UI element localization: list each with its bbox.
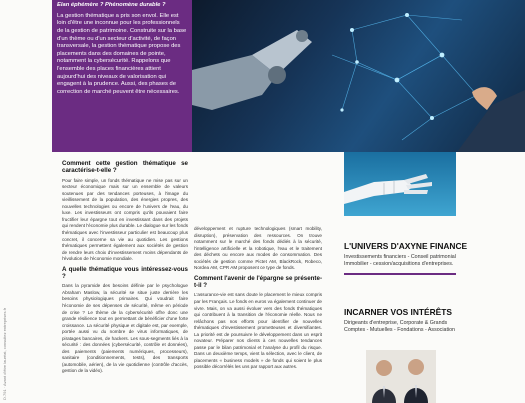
paragraph-thematic-interest: Dans la pyramide des besoins définie par le psychologue Abraham Maslow, la sécurité se situe juste derrière les besoins physiologiques primaires. Qui voudrait faire l'économie de ses dépenses de sécurité, même en période de crise ? Le thème de la cybersécurité offre donc une grande résilience tout en permettant de bénéficier d'une forte croissance. La sécurité physique et digitale est, par exemple, portée aussi vu du nombre de virus informatiques, de piratages bancaires, de hackers. Les sous-segments liés à la sécurité : des données (cybersécurité, contrôle et données), des paiements (paiements numériques, processeurs), sanitaire (conditionnements, tests), des transports (automobile, aérien), de la vie quotidienne (contrôle d'accès, gestion de la vidéo). [62,283,188,374]
heading-thematic-interest: A quelle thématique vous intéressez-vous ? [62,265,188,281]
robot-hand-illustration [344,152,456,216]
portraits-photo [366,350,436,403]
univers-title: L'UNIVERS D'AXYNE FINANCE [344,241,468,251]
intro-lead: Elan éphémère ? Phénomène durable ? [57,2,166,8]
digital-network-illustration [192,0,525,152]
article-column-1 [62,160,188,375]
interets-title: INCARNER VOS INTÉRÊTS [344,307,452,317]
section-divider [344,273,456,275]
intro-box [52,0,192,152]
paragraph-future-savings: L'assurance-vie est sans doute le placement le mieux compris par les Français. Le fonds en euros va également continuer de vivre. Mais, on va aussi évoluer vers des fonds thématiques qui contribuent à la transition de l'économie réelle. Nous ne relâchons pas nos efforts pour identifier de nouvelles thématiques d'investissement prometteuses et diversifiantes. La priorité est de poursuivre le développement dans un esprit novateur. Préparer nos clients à ces nouvelles tendances passe par le bilan patrimonial et l'analyse du profil du risque. Dans un deuxième temps, vient la sélection, avec le client, de placements « business models » de fonds qui soient le plus possible décorrélés les uns par rapport aux autres. [194,292,322,370]
heading-future-savings: Comment l'avenir de l'épargne se présente-t-il ? [194,274,322,290]
robot-hand-image [344,152,456,216]
robot-arm-graphic [192,30,312,110]
intro-body: La gestion thématique a pris son envol. Elle est loin d'être une inconnue pour les professionnels de la gestion de patrimoine. Construite sur la base d'un thème ou d'un secteur d'activité, de façon transversale, la gestion thématique propose des placements dans des domaines de pointe, notamment la cybersécurité. Rappelons que l'ensemble des places financières attient aujourd'hui des niveaux de valorisation qui engagent à la prudence. Aussi, des phases de correction de marché peuvent être nécessaires. [57,12,187,96]
hand-graphic [457,87,525,152]
article-column-2 [194,226,322,371]
paragraph-continuation: développement et rupture technologiques (smart mobility, disruption), préservation des ressources. On trouve notamment sur le marché des fonds dédiés à la sécurité, l'intelligence artificielle et la robotique, l'eau et le traitement des déchets ou encore aux modes de consommation. Des sociétés de gestion comme Pictet AM, BlackRock, Robeco, Nordea AM, CPR AM proposent ce type de fonds. [194,226,322,271]
two-people-illustration [366,350,436,403]
heading-characterization: Comment cette gestion thématique se caractérise-t-elle ? [62,160,188,175]
univers-text: Investissements financiers - Conseil patrimonial Immobilier - cession/acquisitions d'entreprises. [344,254,456,268]
paragraph-characterization: Pour faire simple, un fonds thématique ne mise pas sur un secteur économique mais sur un ensemble de valeurs soutenues par des tendances porteuses, à l'image du vieillissement de la population, des énergies propres, des nouvelles technologies ou encore de l'univers de l'eau, du luxe. Les investisseurs ont compris qu'ils pouvaient faire fructifier leur épargne tout en investissant dans des projets qui rendent l'économie plus durable. Le dialogue sur les fonds thématiques avec l'investisseur particulier est beaucoup plus concret, il concerne sa vie au quotidien. Les gestions thématiques permettent également aux sociétés de gestion de rendre leurs choix d'investissement moins dépendants de l'évolution de l'économie mondiale. [62,177,189,262]
hero-image [192,0,525,152]
interets-text: Dirigeants d'entreprise, Corporate & Grands Comptes - Mutuelles - Fondations - Association [344,320,455,334]
side-credit: D.791 · Avant d'être lauréat, consultez entreprises.fr [2,307,7,400]
